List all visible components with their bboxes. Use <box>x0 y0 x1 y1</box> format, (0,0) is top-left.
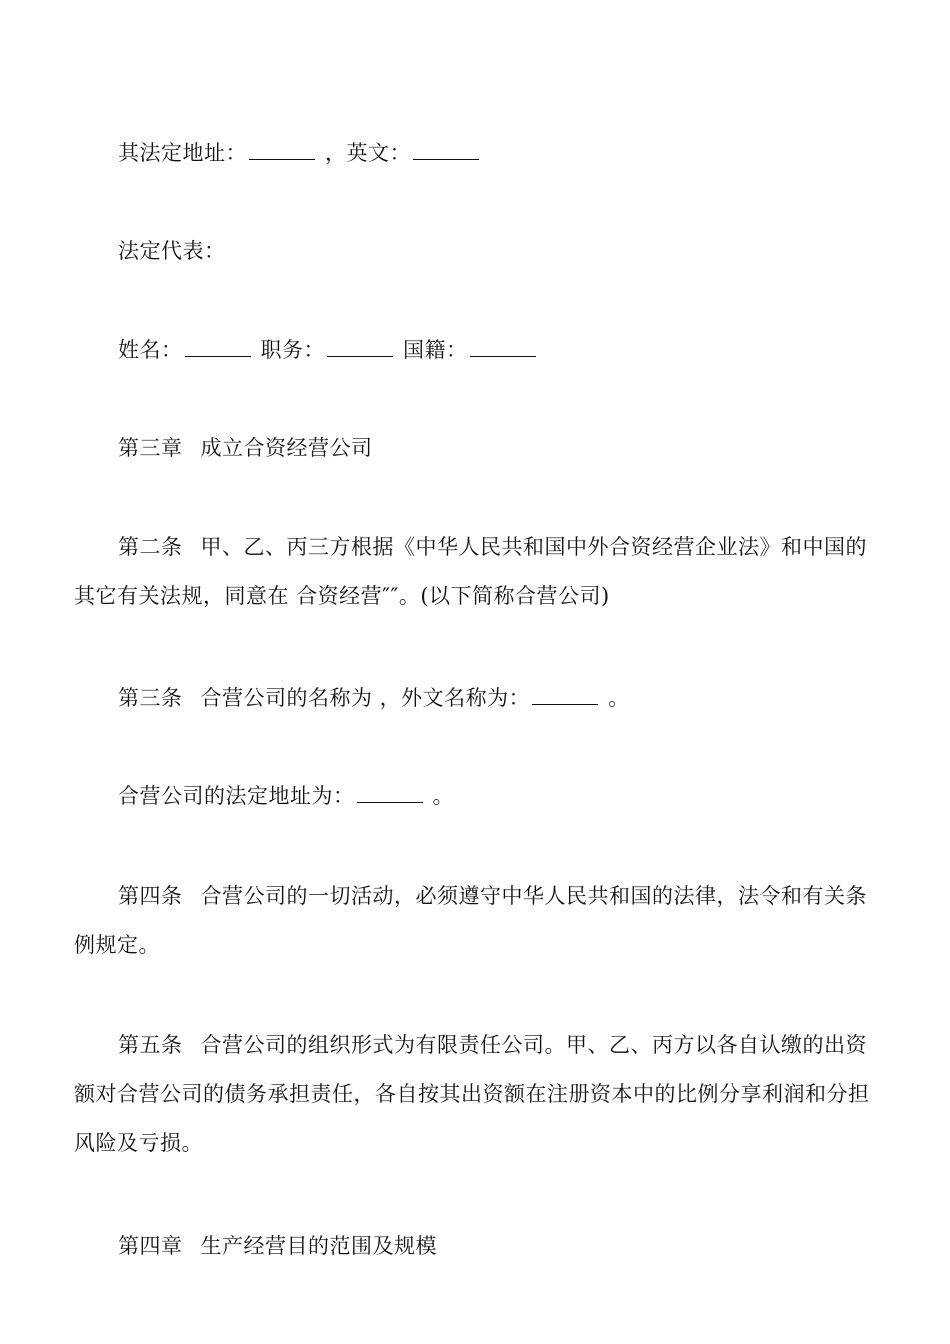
chapter-4-title: 生产经营目的范围及规模 <box>200 1234 437 1258</box>
name-label: 姓名： <box>118 338 183 362</box>
article-2 <box>74 523 878 621</box>
legal-address-label: 其法定地址： <box>118 141 247 165</box>
company-address-end: 。 <box>432 784 454 808</box>
position-blank <box>327 339 393 357</box>
nationality-blank <box>470 339 536 357</box>
chapter-3-title: 成立合资经营公司 <box>200 436 373 460</box>
article-5 <box>74 1021 878 1168</box>
nationality-label: 国籍： <box>403 338 468 362</box>
article-3-number: 第三条 <box>118 686 183 710</box>
article-3-text: 合营公司的名称为 ，外文名称为： <box>200 686 531 710</box>
person-info-line <box>74 326 878 375</box>
company-address-clause <box>74 772 878 821</box>
article-4 <box>74 872 878 970</box>
position-label: 职务： <box>260 338 325 362</box>
foreign-name-blank <box>532 687 598 705</box>
article-4-number: 第四条 <box>118 884 183 908</box>
company-address-text: 合营公司的法定地址为： <box>118 784 355 808</box>
company-address-blank <box>357 785 423 803</box>
chapter-3-heading <box>74 424 878 473</box>
article-2-text: 甲、乙、丙三方根据《中华人民共和国中外合资经营企业法》和中国的其它有关法规，同意在 合资经营″″。(以下简称合营公司) <box>74 535 867 608</box>
address-blank <box>249 142 315 160</box>
chapter-3-number: 第三章 <box>118 436 183 460</box>
article-3 <box>74 674 878 723</box>
english-label: ，英文： <box>325 141 411 165</box>
name-blank <box>185 339 251 357</box>
article-4-text: 合营公司的一切活动，必须遵守中华人民共和国的法律，法令和有关条例规定。 <box>74 884 867 957</box>
legal-address-line <box>74 129 878 178</box>
article-5-text: 合营公司的组织形式为有限责任公司。甲、乙、丙方以各自认缴的出资额对合营公司的债务承担责任，各自按其出资额在注册资本中的比例分享利润和分担风险及亏损。 <box>74 1033 870 1155</box>
chapter-4-number: 第四章 <box>118 1234 183 1258</box>
article-3-end: 。 <box>608 686 630 710</box>
legal-representative-heading: 法定代表： <box>118 239 226 263</box>
chapter-4-heading <box>74 1222 878 1271</box>
article-5-number: 第五条 <box>118 1033 183 1057</box>
english-address-blank <box>413 142 479 160</box>
article-2-number: 第二条 <box>118 535 183 559</box>
